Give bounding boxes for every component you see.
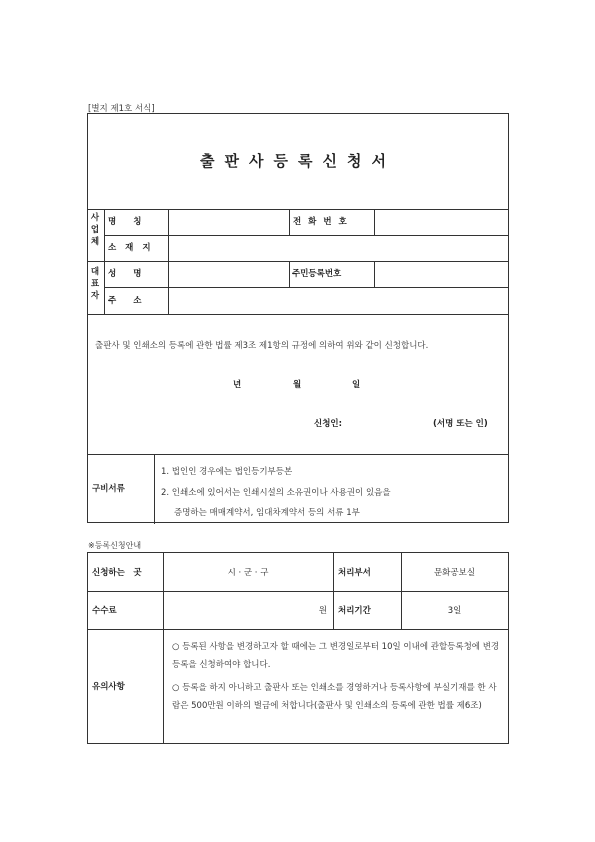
- resident-id-field[interactable]: [374, 260, 508, 286]
- apply-where-label: 신청하는 곳: [92, 567, 142, 578]
- guide-label: ※등록신청안내: [88, 541, 142, 550]
- signature-note: (서명 또는 인): [433, 419, 488, 429]
- business-phone-field[interactable]: [374, 208, 508, 234]
- document-item-2-cont: 증명하는 매매계약서, 임대차계약서 등의 서류 1부: [174, 508, 360, 518]
- business-address-label: 소 재 지: [108, 243, 154, 253]
- date-month-label: 월: [293, 380, 302, 390]
- apply-where-value: 시 · 군 · 구: [227, 567, 269, 578]
- date-day-label: 일: [352, 380, 361, 390]
- representative-address-field[interactable]: [168, 286, 508, 313]
- date-year-label: 년: [233, 380, 242, 390]
- document-item-2: 2. 인쇄소에 있어서는 인쇄시설의 소유권이나 사용권이 있음을: [161, 488, 391, 498]
- applicant-label: 신청인:: [314, 419, 343, 429]
- resident-id-label: 주민등록번호: [292, 269, 342, 279]
- representative-address-label: 주 소: [108, 295, 142, 306]
- dept-value: 문화공보실: [433, 567, 476, 578]
- business-phone-label: 전 화 번 호: [293, 217, 349, 227]
- representative-name-field[interactable]: [168, 260, 288, 286]
- business-name-label: 명 칭: [108, 217, 142, 227]
- period-label: 처리기간: [338, 605, 371, 616]
- application-form: [87, 113, 509, 523]
- notes-label: 유의사항: [92, 682, 125, 692]
- representative-group-label: 대 표 자: [90, 267, 100, 301]
- fee-unit: 원: [318, 605, 327, 616]
- business-group-label: 사 업 체: [90, 213, 100, 247]
- note-item-2: ○ 등록을 하지 아니하고 출판사 또는 인쇄소를 경영하거나 등록사항에 부실기재를 한 사람은 500만원 이하의 벌금에 처합니다(출판사 및 인쇄소의 등록에 관한 법률 제6조): [172, 683, 497, 711]
- business-name-field[interactable]: [168, 208, 288, 234]
- business-address-field[interactable]: [168, 234, 508, 260]
- documents-label: 구비서류: [92, 484, 125, 494]
- form-number-label: [별지 제1호 서식]: [88, 104, 155, 114]
- fee-label: 수수료: [92, 605, 117, 616]
- note-item-1: ○ 등록된 사항을 변경하고자 할 때에는 그 변경일로부터 10일 이내에 관할등록청에 변경등록을 신청하여야 합니다.: [172, 642, 500, 670]
- document-item-1: 1. 법인인 경우에는 법인등기부등본: [161, 467, 293, 477]
- representative-name-label: 성 명: [108, 269, 142, 279]
- dept-label: 처리부서: [338, 567, 371, 578]
- form-title: 출판사등록신청서: [200, 152, 396, 170]
- period-value: 3일: [447, 605, 462, 616]
- application-statement: 출판사 및 인쇄소의 등록에 관한 법률 제3조 제1항의 규정에 의하여 위와 같이 신청합니다.: [95, 341, 429, 351]
